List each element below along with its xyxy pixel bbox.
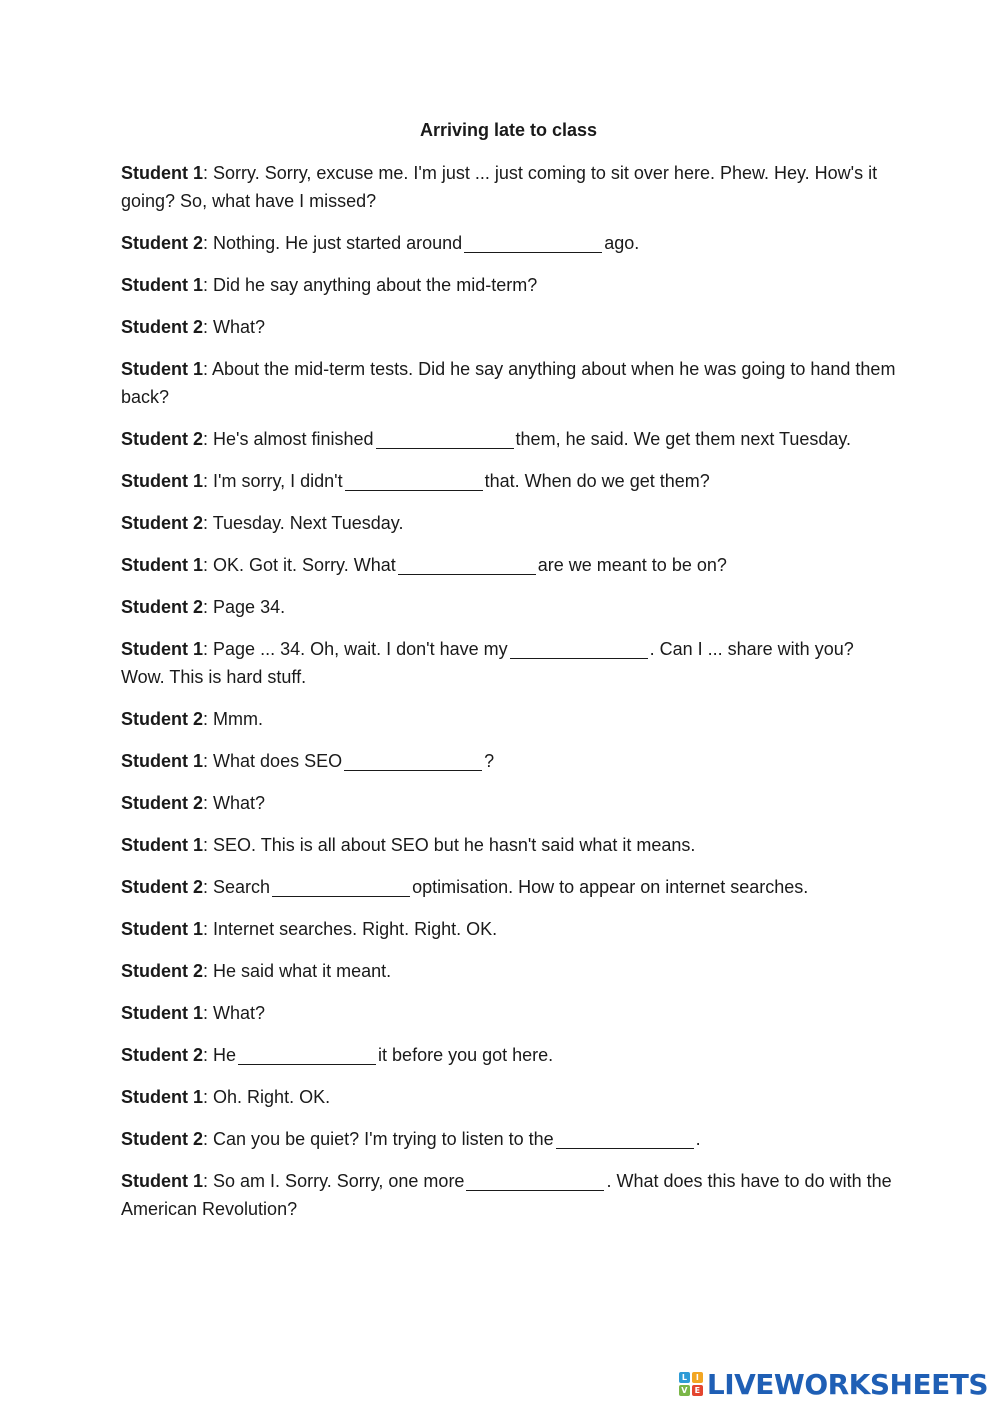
dialogue-line <box>121 915 896 943</box>
dialogue-line <box>121 705 896 733</box>
speaker-separator: : <box>203 233 214 253</box>
dialogue <box>121 159 896 1223</box>
dialogue-line <box>121 551 896 579</box>
dialogue-text: Search <box>213 877 271 897</box>
dialogue-line <box>121 789 896 817</box>
speaker-separator: : <box>203 359 213 379</box>
dialogue-text: Can you be quiet? I'm trying to listen to the <box>213 1129 554 1149</box>
speaker-label: Student 2 <box>121 709 204 729</box>
answer-blank[interactable] <box>345 472 483 491</box>
dialogue-text: them, he said. We get them next Tuesday. <box>515 429 852 449</box>
dialogue-text: Nothing. He just started around <box>213 233 463 253</box>
speaker-label: Student 1 <box>121 751 204 771</box>
logo-mark-icon <box>679 1372 703 1396</box>
logo-letter: I <box>692 1372 703 1383</box>
speaker-separator: : <box>203 751 214 771</box>
worksheet-title: Arriving late to class <box>419 120 598 140</box>
dialogue-text: SEO. This is all about SEO but he hasn't said what it means. <box>213 835 696 855</box>
speaker-label: Student 2 <box>121 1129 204 1149</box>
dialogue-text: What does SEO <box>213 751 343 771</box>
dialogue-text: He said what it meant. <box>213 961 392 981</box>
dialogue-text: About the mid-term tests. Did he say anything about when he was going to hand them back? <box>121 359 896 407</box>
dialogue-text: ago. <box>604 233 640 253</box>
answer-blank[interactable] <box>398 556 536 575</box>
speaker-separator: : <box>203 317 214 337</box>
answer-blank[interactable] <box>510 640 648 659</box>
dialogue-line <box>121 271 896 299</box>
dialogue-text: . <box>695 1129 701 1149</box>
dialogue-text: Mmm. <box>213 709 264 729</box>
dialogue-line <box>121 831 896 859</box>
speaker-separator: : <box>203 163 214 183</box>
speaker-separator: : <box>203 1087 214 1107</box>
dialogue-text: What? <box>213 1003 266 1023</box>
speaker-label: Student 2 <box>121 429 204 449</box>
dialogue-line <box>121 1083 896 1111</box>
speaker-separator: : <box>203 877 214 897</box>
speaker-separator: : <box>203 793 214 813</box>
speaker-separator: : <box>203 1045 214 1065</box>
answer-blank[interactable] <box>272 878 410 897</box>
speaker-separator: : <box>203 835 214 855</box>
speaker-label: Student 2 <box>121 597 204 617</box>
speaker-separator: : <box>203 597 214 617</box>
speaker-label: Student 1 <box>121 919 204 939</box>
speaker-separator: : <box>203 919 214 939</box>
speaker-separator: : <box>203 513 213 533</box>
speaker-separator: : <box>203 1129 214 1149</box>
dialogue-text: Page 34. <box>213 597 286 617</box>
dialogue-line <box>121 1167 896 1223</box>
speaker-label: Student 1 <box>121 1003 204 1023</box>
speaker-label: Student 2 <box>121 793 204 813</box>
dialogue-line <box>121 1125 896 1153</box>
dialogue-text: He <box>213 1045 237 1065</box>
speaker-label: Student 2 <box>121 233 204 253</box>
dialogue-text: ? <box>484 751 495 771</box>
speaker-label: Student 2 <box>121 513 204 533</box>
dialogue-text: Page ... 34. Oh, wait. I don't have my <box>213 639 508 659</box>
dialogue-line <box>121 873 896 901</box>
dialogue-line <box>121 747 896 775</box>
dialogue-line <box>121 635 896 691</box>
answer-blank[interactable] <box>344 752 482 771</box>
dialogue-text: So am I. Sorry. Sorry, one more <box>213 1171 465 1191</box>
speaker-label: Student 1 <box>121 835 204 855</box>
dialogue-text: Did he say anything about the mid-term? <box>213 275 538 295</box>
speaker-label: Student 2 <box>121 1045 204 1065</box>
speaker-label: Student 2 <box>121 877 204 897</box>
dialogue-line <box>121 313 896 341</box>
liveworksheets-logo <box>679 1366 988 1402</box>
speaker-label: Student 1 <box>121 275 204 295</box>
speaker-label: Student 1 <box>121 555 204 575</box>
dialogue-text: optimisation. How to appear on internet searches. <box>412 877 809 897</box>
speaker-separator: : <box>203 709 214 729</box>
speaker-separator: : <box>203 1003 214 1023</box>
dialogue-line <box>121 509 896 537</box>
speaker-label: Student 1 <box>121 163 204 183</box>
speaker-separator: : <box>203 275 214 295</box>
dialogue-line <box>121 593 896 621</box>
logo-letter: E <box>692 1385 703 1396</box>
dialogue-text: Tuesday. Next Tuesday. <box>212 513 404 533</box>
dialogue-text: I'm sorry, I didn't <box>213 471 343 491</box>
dialogue-line <box>121 425 896 453</box>
speaker-separator: : <box>203 471 214 491</box>
dialogue-line <box>121 159 896 215</box>
speaker-label: Student 1 <box>121 359 204 379</box>
dialogue-line <box>121 1041 896 1069</box>
speaker-label: Student 1 <box>121 471 204 491</box>
dialogue-text: are we meant to be on? <box>537 555 727 575</box>
answer-blank[interactable] <box>464 234 602 253</box>
dialogue-text: Internet searches. Right. Right. OK. <box>213 919 498 939</box>
speaker-label: Student 2 <box>121 317 204 337</box>
dialogue-text: Oh. Right. OK. <box>213 1087 331 1107</box>
dialogue-line <box>121 957 896 985</box>
speaker-separator: : <box>203 961 214 981</box>
speaker-label: Student 1 <box>121 1171 204 1191</box>
dialogue-text: that. When do we get them? <box>484 471 710 491</box>
speaker-label: Student 1 <box>121 639 204 659</box>
dialogue-text: it before you got here. <box>378 1045 554 1065</box>
dialogue-line <box>121 467 896 495</box>
brand-name: LIVEWORKSHEETS <box>706 1367 988 1401</box>
dialogue-text: What? <box>213 317 266 337</box>
answer-blank[interactable] <box>376 430 514 449</box>
dialogue-text: He's almost finished <box>213 429 374 449</box>
dialogue-line <box>121 355 896 411</box>
dialogue-line <box>121 229 896 257</box>
speaker-label: Student 1 <box>121 1087 204 1107</box>
speaker-separator: : <box>203 555 214 575</box>
dialogue-text: What? <box>213 793 266 813</box>
speaker-separator: : <box>203 1171 214 1191</box>
answer-blank[interactable] <box>556 1130 694 1149</box>
speaker-label: Student 2 <box>121 961 204 981</box>
speaker-separator: : <box>203 429 214 449</box>
speaker-separator: : <box>203 639 214 659</box>
dialogue-line <box>121 999 896 1027</box>
dialogue-text: . What does this have to do with the American Revolution? <box>121 1171 892 1219</box>
dialogue-text: . Can I ... share with you? Wow. This is hard stuff. <box>121 639 854 687</box>
answer-blank[interactable] <box>238 1046 376 1065</box>
logo-letter: L <box>679 1372 690 1383</box>
dialogue-text: OK. Got it. Sorry. What <box>213 555 396 575</box>
worksheet-page <box>121 120 896 1237</box>
answer-blank[interactable] <box>466 1172 604 1191</box>
logo-letter: V <box>679 1385 690 1396</box>
dialogue-text: Sorry. Sorry, excuse me. I'm just ... just coming to sit over here. Phew. Hey. How's it going? So, what have I missed? <box>121 163 878 211</box>
